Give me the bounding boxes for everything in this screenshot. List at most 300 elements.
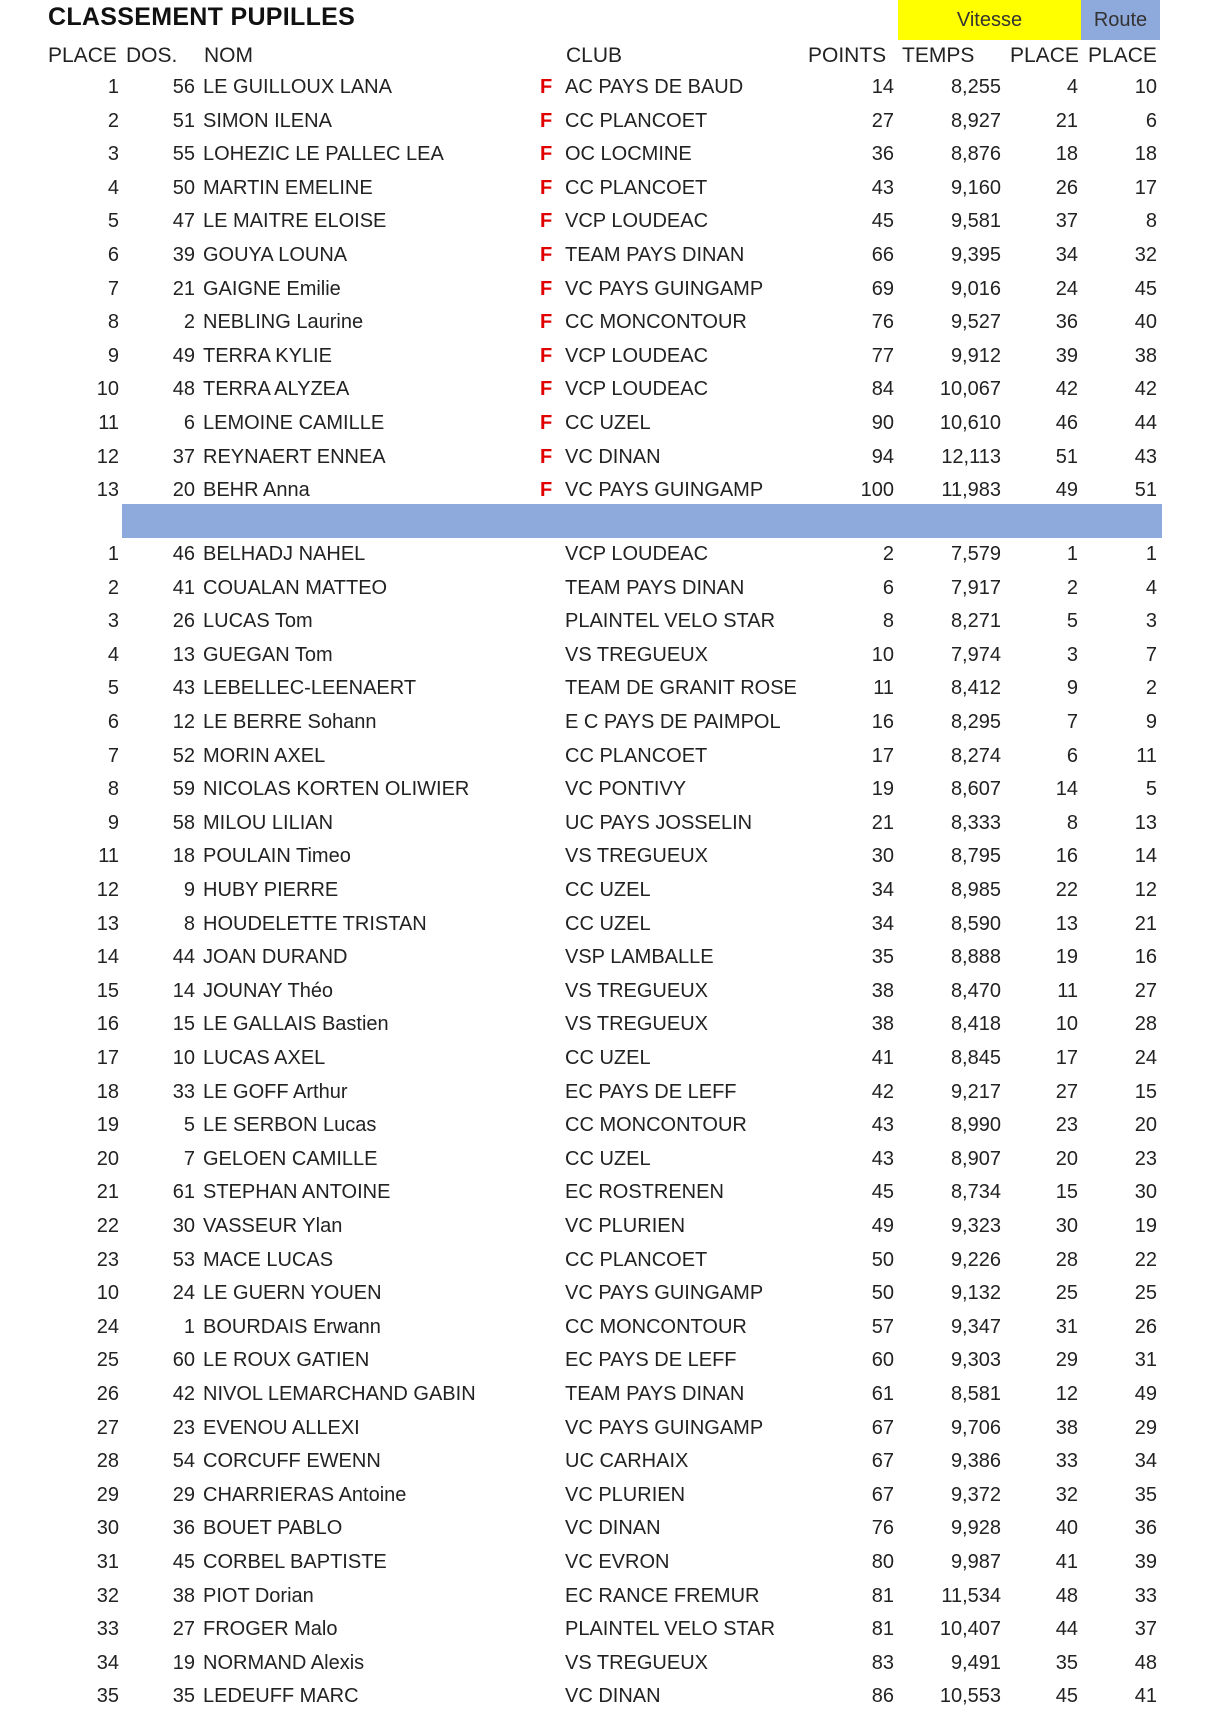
table-row	[0, 1010, 1219, 1043]
name-cell: MORIN AXEL	[203, 744, 326, 767]
name-cell: VASSEUR Ylan	[203, 1215, 343, 1237]
place-cell: 10	[96, 378, 119, 401]
time-cell: 8,734	[950, 1181, 1001, 1204]
points-cell: 77	[871, 344, 894, 367]
club-cell: VC PAYS GUINGAMP	[565, 277, 764, 300]
place-cell: 6	[107, 244, 119, 266]
dos-cell: 7	[183, 1147, 195, 1170]
time-cell: 8,333	[950, 811, 1001, 834]
time-cell: 11,534	[941, 1584, 1001, 1607]
time-cell: 7,974	[950, 643, 1001, 666]
points-cell: 41	[871, 1047, 894, 1069]
time-cell: 9,160	[950, 176, 1001, 199]
gender-marker: F	[540, 445, 553, 468]
time-cell: 9,581	[950, 210, 1001, 233]
time-cell: 9,016	[950, 277, 1001, 300]
road-place-cell: 48	[1134, 1651, 1157, 1674]
speed-place-cell: 45	[1055, 1685, 1078, 1708]
place-cell: 16	[96, 1013, 119, 1036]
place-cell: 4	[107, 643, 119, 666]
speed-place-cell: 34	[1055, 244, 1078, 266]
category-separator	[122, 504, 1162, 538]
road-place-cell: 38	[1134, 344, 1157, 367]
club-cell: VC DINAN	[565, 1685, 661, 1708]
speed-place-cell: 10	[1055, 1013, 1078, 1036]
club-cell: CC UZEL	[565, 912, 651, 935]
speed-place-cell: 49	[1055, 479, 1078, 502]
name-cell: MILOU LILIAN	[203, 811, 334, 834]
road-place-cell: 21	[1134, 912, 1157, 935]
points-cell: 16	[871, 711, 894, 733]
dos-cell: 27	[172, 1618, 195, 1641]
speed-place-cell: 9	[1066, 677, 1078, 700]
name-cell: JOUNAY Théo	[203, 979, 334, 1002]
name-cell: HOUDELETTE TRISTAN	[203, 912, 427, 935]
table-row	[0, 140, 1219, 173]
club-cell: CC UZEL	[565, 879, 651, 901]
time-cell: 8,888	[950, 946, 1001, 969]
name-cell: HUBY PIERRE	[203, 879, 339, 901]
road-place-cell: 34	[1134, 1450, 1157, 1473]
col-header-temps: TEMPS	[902, 44, 975, 67]
dos-cell: 36	[172, 1517, 195, 1540]
dos-cell: 46	[172, 543, 195, 565]
table-row	[0, 1582, 1219, 1615]
table-row	[0, 742, 1219, 775]
gender-marker: F	[540, 277, 553, 300]
place-cell: 9	[107, 344, 119, 367]
col-header-place-vitesse: PLACE	[1010, 44, 1079, 67]
name-cell: MACE LUCAS	[203, 1248, 334, 1271]
table-row	[0, 1346, 1219, 1379]
table-row	[0, 943, 1219, 976]
table-row	[0, 1481, 1219, 1514]
time-cell: 9,217	[950, 1080, 1001, 1103]
speed-place-cell: 27	[1055, 1080, 1078, 1103]
speed-place-cell: 22	[1055, 879, 1078, 901]
points-cell: 100	[860, 479, 894, 502]
road-place-cell: 30	[1134, 1181, 1157, 1204]
road-place-cell: 16	[1134, 946, 1157, 969]
table-row	[0, 1078, 1219, 1111]
points-cell: 50	[871, 1282, 894, 1305]
club-cell: VC PONTIVY	[565, 778, 687, 801]
road-place-cell: 36	[1134, 1517, 1157, 1540]
name-cell: PIOT Dorian	[203, 1584, 314, 1607]
club-cell: VC PLURIEN	[565, 1215, 686, 1237]
table-row	[0, 708, 1219, 741]
speed-place-cell: 35	[1055, 1651, 1078, 1674]
club-cell: CC PLANCOET	[565, 109, 708, 132]
table-row	[0, 1212, 1219, 1245]
club-cell: CC PLANCOET	[565, 744, 708, 767]
points-cell: 43	[871, 1114, 894, 1137]
points-cell: 90	[871, 412, 894, 434]
dos-cell: 56	[172, 76, 195, 98]
road-place-cell: 28	[1134, 1013, 1157, 1036]
name-cell: GAIGNE Emilie	[203, 277, 341, 300]
name-cell: CHARRIERAS Antoine	[203, 1483, 407, 1506]
points-cell: 11	[873, 677, 894, 700]
speed-place-cell: 31	[1055, 1315, 1078, 1338]
speed-place-cell: 25	[1055, 1282, 1078, 1305]
points-cell: 67	[871, 1483, 894, 1506]
table-row	[0, 641, 1219, 674]
club-cell: E C PAYS DE PAIMPOL	[565, 711, 781, 733]
speed-place-cell: 14	[1055, 778, 1078, 801]
points-cell: 6	[882, 576, 894, 599]
place-cell: 18	[96, 1080, 119, 1103]
road-place-cell: 40	[1134, 311, 1157, 334]
dos-cell: 61	[172, 1181, 195, 1204]
table-row	[0, 107, 1219, 140]
dos-cell: 5	[183, 1114, 195, 1137]
vitesse-section-header: Vitesse	[898, 0, 1081, 40]
gender-marker: F	[540, 143, 553, 166]
speed-place-cell: 42	[1055, 378, 1078, 401]
table-row	[0, 809, 1219, 842]
table-row	[0, 1145, 1219, 1178]
points-cell: 8	[882, 610, 894, 633]
time-cell: 8,985	[950, 879, 1001, 901]
name-cell: BEHR Anna	[203, 479, 310, 502]
place-cell: 24	[96, 1315, 119, 1338]
speed-place-cell: 46	[1055, 412, 1078, 434]
speed-place-cell: 7	[1066, 711, 1078, 733]
club-cell: CC PLANCOET	[565, 1248, 708, 1271]
road-place-cell: 25	[1134, 1282, 1157, 1305]
dos-cell: 29	[172, 1483, 195, 1506]
dos-cell: 23	[172, 1416, 195, 1439]
name-cell: LEDEUFF MARC	[203, 1685, 359, 1708]
time-cell: 8,795	[950, 845, 1001, 868]
points-cell: 76	[871, 311, 894, 334]
name-cell: POULAIN Timeo	[203, 845, 351, 868]
road-place-cell: 18	[1134, 143, 1157, 166]
road-place-cell: 14	[1134, 845, 1157, 868]
name-cell: SIMON ILENA	[203, 109, 332, 132]
speed-place-cell: 32	[1055, 1483, 1078, 1506]
table-row	[0, 1649, 1219, 1682]
club-cell: UC CARHAIX	[565, 1450, 689, 1473]
time-cell: 9,347	[950, 1315, 1001, 1338]
dos-cell: 41	[172, 576, 195, 599]
col-header-points: POINTS	[808, 44, 887, 67]
table-row	[0, 607, 1219, 640]
time-cell: 8,470	[950, 979, 1001, 1002]
speed-place-cell: 4	[1066, 76, 1078, 98]
road-place-cell: 23	[1134, 1147, 1157, 1170]
place-cell: 5	[107, 210, 119, 233]
road-place-cell: 44	[1134, 412, 1157, 434]
time-cell: 8,990	[950, 1114, 1001, 1137]
gender-marker: F	[540, 76, 553, 98]
table-row	[0, 977, 1219, 1010]
points-cell: 45	[871, 210, 894, 233]
place-cell: 11	[98, 412, 119, 434]
place-cell: 21	[96, 1181, 119, 1204]
name-cell: LE MAITRE ELOISE	[203, 210, 387, 233]
road-place-cell: 9	[1145, 711, 1157, 733]
table-row	[0, 540, 1219, 573]
name-cell: STEPHAN ANTOINE	[203, 1181, 391, 1204]
road-place-cell: 10	[1134, 76, 1157, 98]
place-cell: 28	[96, 1450, 119, 1473]
speed-place-cell: 39	[1055, 344, 1078, 367]
road-place-cell: 51	[1134, 479, 1157, 502]
name-cell: LE SERBON Lucas	[203, 1114, 377, 1137]
road-place-cell: 39	[1134, 1551, 1157, 1573]
name-cell: NICOLAS KORTEN OLIWIER	[203, 778, 470, 801]
speed-place-cell: 40	[1055, 1517, 1078, 1540]
table-row	[0, 1414, 1219, 1447]
points-cell: 27	[871, 109, 894, 132]
place-cell: 15	[96, 979, 119, 1002]
dos-cell: 43	[172, 677, 195, 700]
time-cell: 8,271	[950, 610, 1001, 633]
time-cell: 8,295	[950, 711, 1001, 733]
name-cell: COUALAN MATTEO	[203, 576, 388, 599]
table-row	[0, 308, 1219, 341]
table-row	[0, 241, 1219, 274]
table-row	[0, 1246, 1219, 1279]
col-header-nom: NOM	[204, 44, 253, 67]
table-row	[0, 275, 1219, 308]
club-cell: VC PAYS GUINGAMP	[565, 1282, 764, 1305]
dos-cell: 26	[172, 610, 195, 633]
place-cell: 13	[96, 912, 119, 935]
place-cell: 14	[96, 946, 119, 969]
table-row	[0, 910, 1219, 943]
dos-cell: 60	[172, 1349, 195, 1372]
name-cell: GELOEN CAMILLE	[203, 1147, 378, 1170]
points-cell: 2	[882, 543, 894, 565]
club-cell: VS TREGUEUX	[565, 1013, 708, 1036]
club-cell: CC UZEL	[565, 412, 651, 434]
dos-cell: 30	[172, 1215, 195, 1237]
road-place-cell: 31	[1134, 1349, 1157, 1372]
time-cell: 9,323	[950, 1215, 1001, 1237]
name-cell: LUCAS Tom	[203, 610, 313, 633]
place-cell: 6	[107, 711, 119, 733]
speed-place-cell: 44	[1055, 1618, 1078, 1641]
speed-place-cell: 13	[1055, 912, 1078, 935]
table-row	[0, 1447, 1219, 1480]
road-place-cell: 17	[1134, 176, 1157, 199]
name-cell: NEBLING Laurine	[203, 311, 364, 334]
table-row	[0, 342, 1219, 375]
dos-cell: 54	[172, 1450, 195, 1473]
road-place-cell: 7	[1145, 643, 1157, 666]
dos-cell: 51	[172, 109, 195, 132]
time-cell: 9,372	[950, 1483, 1001, 1506]
name-cell: TERRA ALYZEA	[203, 378, 350, 401]
points-cell: 81	[871, 1618, 894, 1641]
road-place-cell: 45	[1134, 277, 1157, 300]
road-place-cell: 29	[1134, 1416, 1157, 1439]
page-title: CLASSEMENT PUPILLES	[48, 3, 356, 31]
dos-cell: 10	[172, 1047, 195, 1069]
name-cell: MARTIN EMELINE	[203, 176, 373, 199]
name-cell: LEBELLEC-LEENAERT	[203, 677, 417, 700]
table-row	[0, 1044, 1219, 1077]
name-cell: LE ROUX GATIEN	[203, 1349, 370, 1372]
time-cell: 8,590	[950, 912, 1001, 935]
speed-place-cell: 28	[1055, 1248, 1078, 1271]
time-cell: 12,113	[941, 445, 1001, 468]
place-cell: 19	[96, 1114, 119, 1137]
club-cell: CC MONCONTOUR	[565, 311, 747, 334]
time-cell: 8,607	[950, 778, 1001, 801]
time-cell: 9,491	[950, 1651, 1001, 1674]
points-cell: 83	[871, 1651, 894, 1674]
route-section-header: Route	[1081, 0, 1160, 40]
name-cell: GOUYA LOUNA	[203, 244, 348, 266]
time-cell: 9,226	[950, 1248, 1001, 1271]
points-cell: 43	[871, 1147, 894, 1170]
club-cell: CC UZEL	[565, 1147, 651, 1170]
time-cell: 9,132	[950, 1282, 1001, 1305]
speed-place-cell: 15	[1055, 1181, 1078, 1204]
table-row	[0, 1615, 1219, 1648]
place-cell: 13	[96, 479, 119, 502]
name-cell: CORBEL BAPTISTE	[203, 1551, 387, 1573]
points-cell: 45	[871, 1181, 894, 1204]
place-cell: 33	[96, 1618, 119, 1641]
name-cell: GUEGAN Tom	[203, 643, 333, 666]
club-cell: CC MONCONTOUR	[565, 1114, 747, 1137]
dos-cell: 13	[172, 643, 195, 666]
name-cell: FROGER Malo	[203, 1618, 338, 1641]
time-cell: 8,907	[950, 1147, 1001, 1170]
points-cell: 34	[871, 879, 894, 901]
col-header-club: CLUB	[566, 44, 623, 67]
time-cell: 8,927	[950, 109, 1001, 132]
name-cell: LE GALLAIS Bastien	[203, 1013, 389, 1036]
table-row	[0, 775, 1219, 808]
points-cell: 80	[871, 1551, 894, 1573]
speed-place-cell: 5	[1066, 610, 1078, 633]
points-cell: 57	[871, 1315, 894, 1338]
speed-place-cell: 33	[1055, 1450, 1078, 1473]
road-place-cell: 41	[1134, 1685, 1157, 1708]
place-cell: 23	[96, 1248, 119, 1271]
table-row	[0, 73, 1219, 106]
table-row	[0, 674, 1219, 707]
dos-cell: 19	[172, 1651, 195, 1674]
road-place-cell: 3	[1145, 610, 1157, 633]
points-cell: 81	[871, 1584, 894, 1607]
name-cell: BOUET PABLO	[203, 1517, 343, 1540]
time-cell: 9,912	[950, 344, 1001, 367]
table-row	[0, 1313, 1219, 1346]
time-cell: 8,274	[950, 744, 1001, 767]
road-place-cell: 1	[1145, 543, 1157, 565]
road-place-cell: 37	[1134, 1618, 1157, 1641]
club-cell: VS TREGUEUX	[565, 845, 708, 868]
points-cell: 69	[871, 277, 894, 300]
name-cell: BELHADJ NAHEL	[203, 543, 366, 565]
table-row	[0, 876, 1219, 909]
table-row	[0, 574, 1219, 607]
table-row	[0, 1380, 1219, 1413]
time-cell: 11,983	[941, 479, 1001, 502]
club-cell: VC DINAN	[565, 445, 661, 468]
time-cell: 9,928	[950, 1517, 1001, 1540]
road-place-cell: 27	[1134, 979, 1157, 1002]
points-cell: 49	[871, 1215, 894, 1237]
place-cell: 8	[107, 311, 119, 334]
table-row	[0, 1682, 1219, 1715]
road-place-cell: 13	[1134, 811, 1157, 834]
time-cell: 9,303	[950, 1349, 1001, 1372]
place-cell: 34	[96, 1651, 119, 1674]
gender-marker: F	[540, 479, 553, 502]
club-cell: CC PLANCOET	[565, 176, 708, 199]
road-place-cell: 22	[1134, 1248, 1157, 1271]
place-cell: 4	[107, 176, 119, 199]
gender-marker: F	[540, 109, 553, 132]
dos-cell: 48	[172, 378, 195, 401]
col-header-place: PLACE	[48, 44, 117, 67]
speed-place-cell: 12	[1055, 1383, 1078, 1405]
road-place-cell: 12	[1134, 879, 1157, 901]
speed-place-cell: 51	[1055, 445, 1078, 468]
col-header-dos: DOS.	[126, 44, 178, 67]
name-cell: LUCAS AXEL	[203, 1047, 326, 1069]
place-cell: 2	[107, 109, 119, 132]
road-place-cell: 5	[1145, 778, 1157, 801]
speed-place-cell: 23	[1055, 1114, 1078, 1137]
table-row	[0, 842, 1219, 875]
club-cell: CC MONCONTOUR	[565, 1315, 747, 1338]
club-cell: VC DINAN	[565, 1517, 661, 1540]
table-row	[0, 174, 1219, 207]
club-cell: PLAINTEL VELO STAR	[565, 610, 776, 633]
name-cell: LE GUILLOUX LANA	[203, 76, 392, 98]
points-cell: 86	[871, 1685, 894, 1708]
road-place-cell: 49	[1134, 1383, 1157, 1405]
name-cell: LEMOINE CAMILLE	[203, 412, 385, 434]
dos-cell: 1	[183, 1315, 195, 1338]
points-cell: 36	[871, 143, 894, 166]
place-cell: 9	[107, 811, 119, 834]
speed-place-cell: 8	[1066, 811, 1078, 834]
dos-cell: 9	[183, 879, 195, 901]
points-cell: 38	[871, 1013, 894, 1036]
dos-cell: 49	[172, 344, 195, 367]
road-place-cell: 42	[1134, 378, 1157, 401]
name-cell: LE GOFF Arthur	[203, 1080, 348, 1103]
name-cell: NORMAND Alexis	[203, 1651, 365, 1674]
place-cell: 3	[107, 610, 119, 633]
dos-cell: 2	[183, 311, 195, 334]
points-cell: 34	[871, 912, 894, 935]
time-cell: 9,527	[950, 311, 1001, 334]
dos-cell: 52	[172, 744, 195, 767]
speed-place-cell: 48	[1055, 1584, 1078, 1607]
points-cell: 21	[871, 811, 894, 834]
dos-cell: 15	[172, 1013, 195, 1036]
place-cell: 7	[107, 277, 119, 300]
time-cell: 9,395	[950, 244, 1001, 266]
table-row	[0, 207, 1219, 240]
table-row	[0, 443, 1219, 476]
name-cell: CORCUFF EWENN	[203, 1450, 381, 1473]
points-cell: 35	[871, 946, 894, 969]
points-cell: 60	[871, 1349, 894, 1372]
speed-place-cell: 16	[1055, 845, 1078, 868]
